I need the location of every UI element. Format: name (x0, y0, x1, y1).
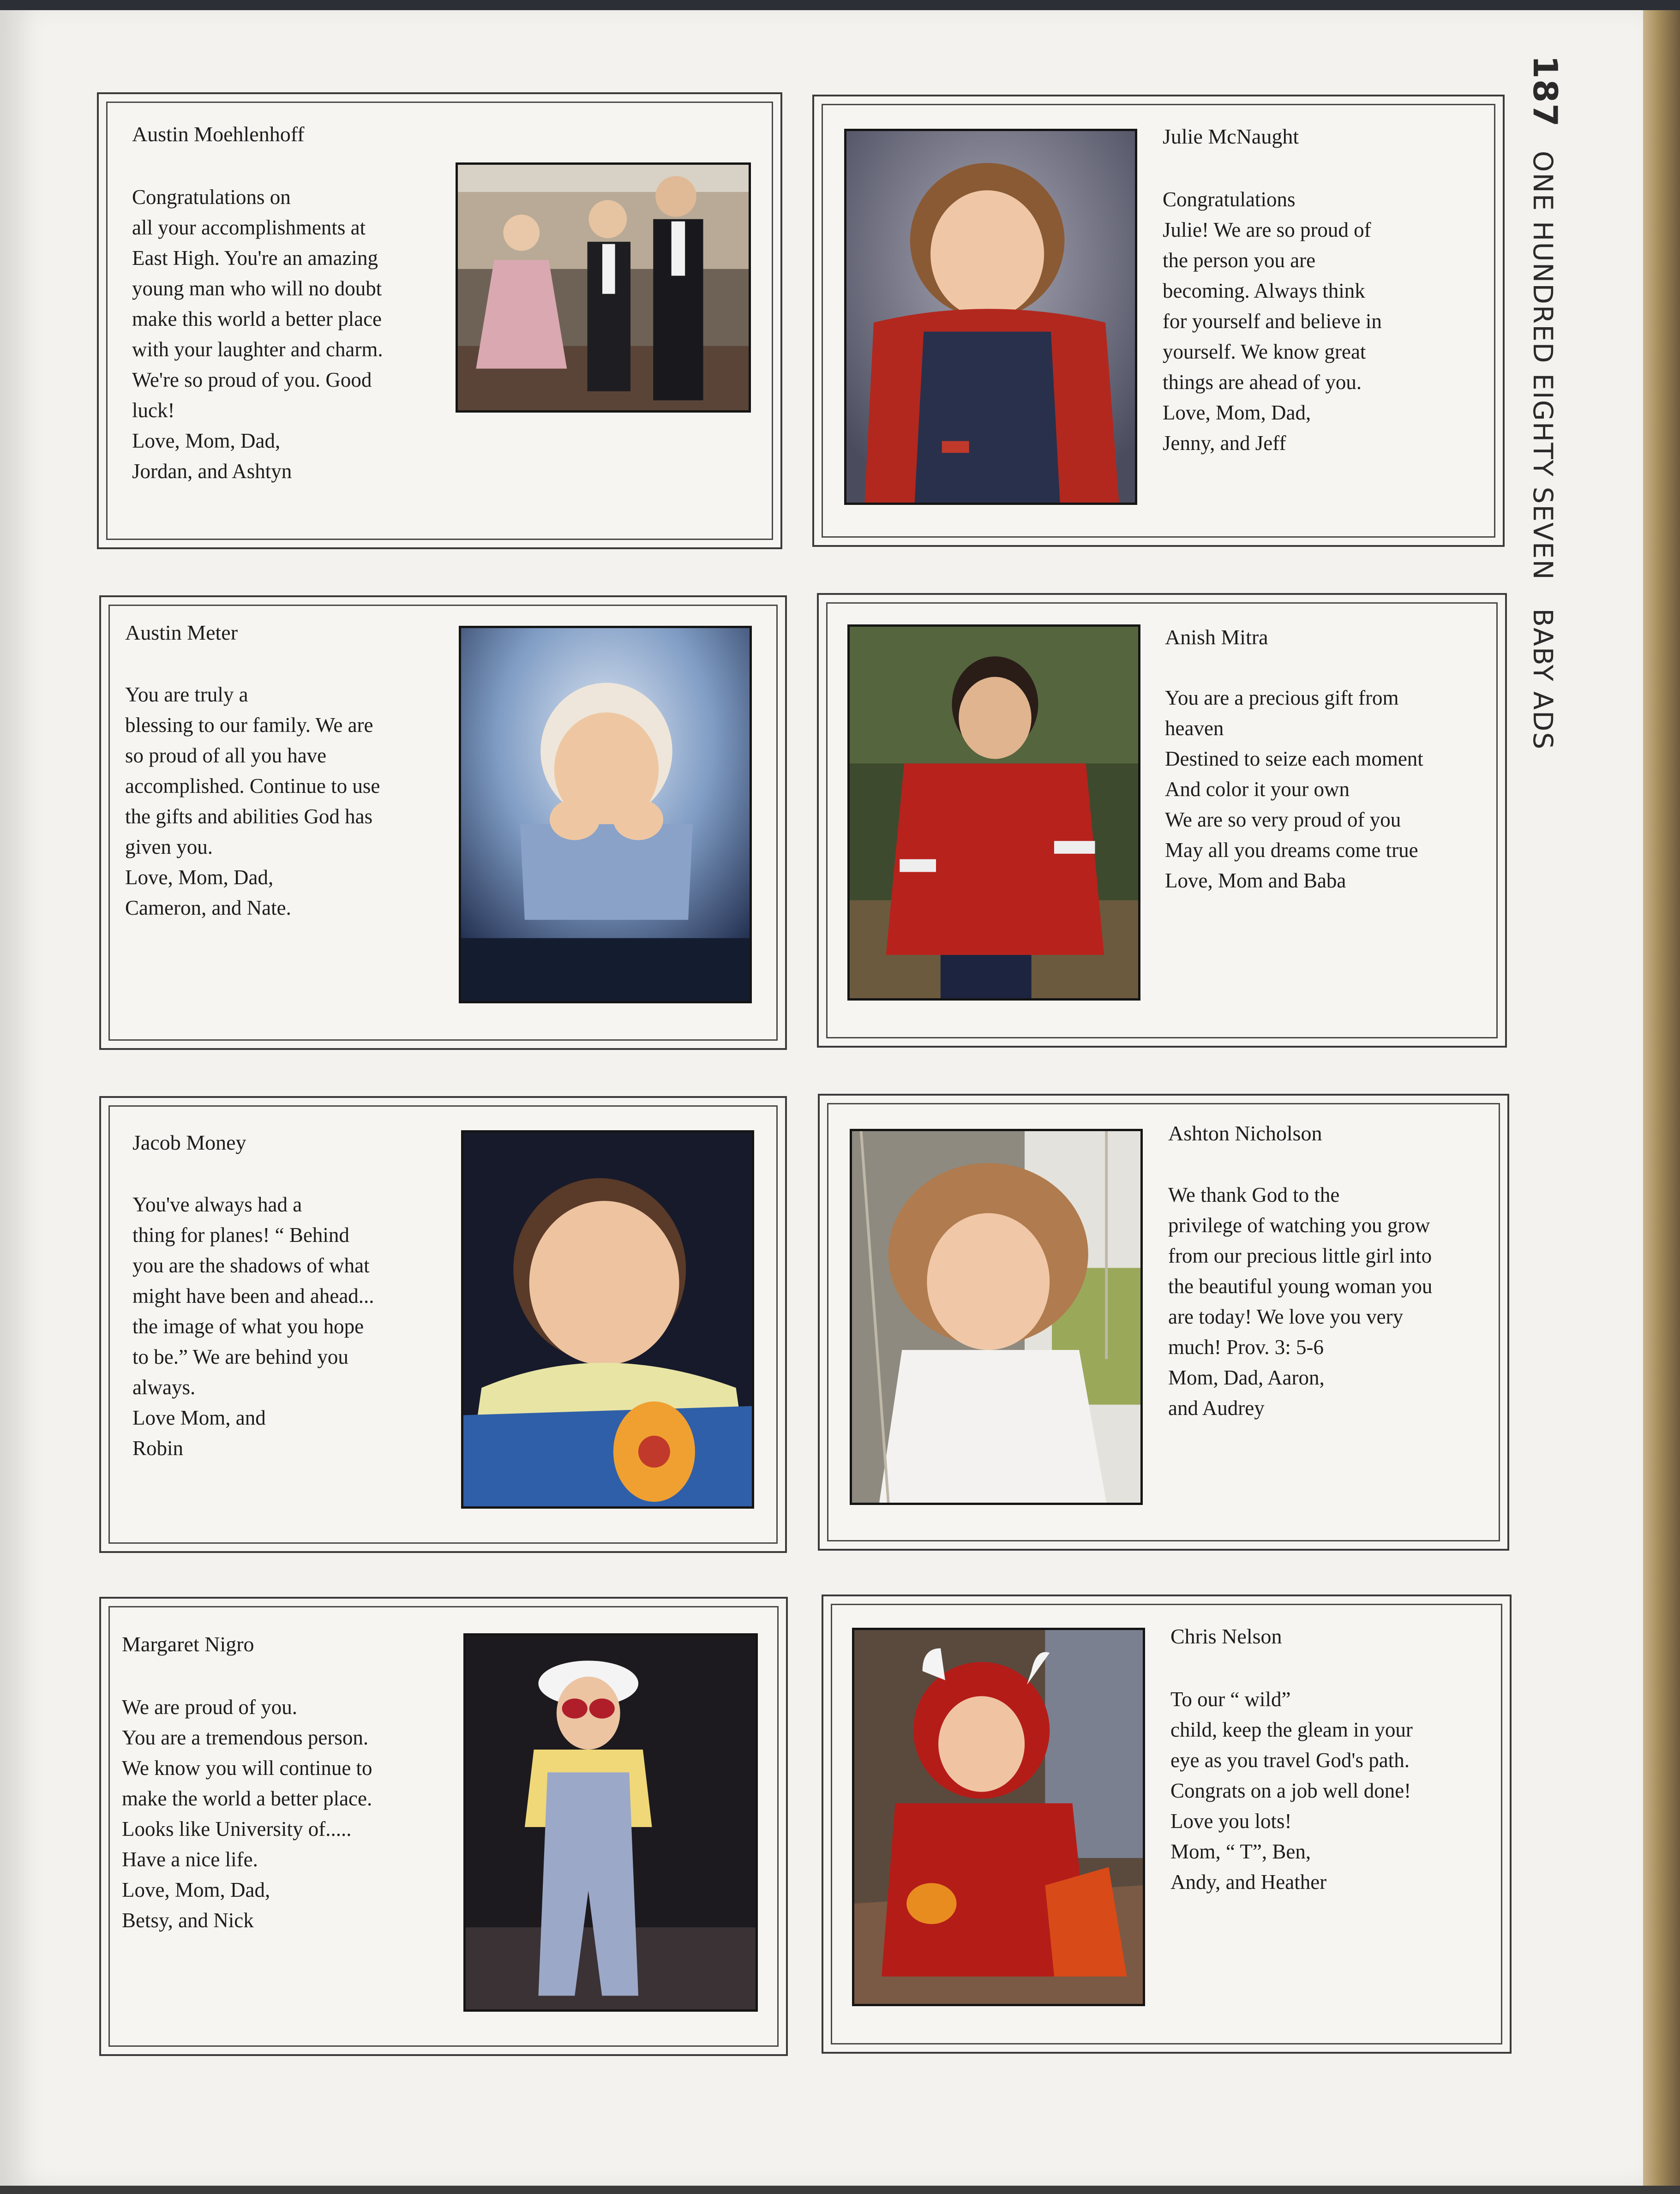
ad-message: You are a precious gift from heaven Destined to seize each moment And color it your own We are so very proud of you May all you dreams come true Love, Mom and Baba (1165, 686, 1423, 892)
ad-photo (459, 626, 752, 1003)
baby-ad-anish-mitra (817, 593, 1507, 1048)
ad-message: Congratulations on all your accomplishments at East High. You're an amazing young man who will no doubt make this world a better place with your laughter and charm. We're so proud of you. Good luck! Love, Mom, Dad, Jordan, and Ashtyn (132, 186, 383, 483)
ad-name: Jacob Money (132, 1131, 246, 1154)
book-gutter (1643, 0, 1680, 2194)
ad-photo (847, 624, 1140, 1001)
baby-ad-julie-mcnaught (812, 95, 1505, 547)
ad-name: Anish Mitra (1165, 625, 1268, 649)
ad-name: Margaret Nigro (122, 1632, 254, 1656)
baby-ad-chris-nelson (822, 1595, 1512, 2054)
ad-name: Julie McNaught (1163, 125, 1299, 148)
ad-photo-image (850, 627, 1138, 998)
ad-photo-image (852, 1131, 1140, 1503)
ad-photo-image (463, 1133, 752, 1506)
baby-ad-margaret-nigro (99, 1597, 788, 2056)
ad-name: Ashton Nicholson (1168, 1121, 1322, 1145)
ad-message: You are truly a blessing to our family. We are so proud of all you have accomplished. Continue to use the gifts and abilities God has given you. Love, Mom, Dad, Cameron, and Nate. (125, 683, 380, 919)
scan-bottom-edge (0, 2186, 1680, 2194)
ad-photo (850, 1129, 1143, 1505)
ad-photo-image (854, 1630, 1143, 2004)
ad-message: We thank God to the privilege of watching you grow from our precious little girl into the beautiful young woman you are today! We love you very much! Prov. 3: 5-6 Mom, Dad, Aaron, and Audrey (1168, 1183, 1433, 1420)
page-number-words: ONE HUNDRED EIGHTY SEVEN (1527, 150, 1559, 581)
ad-photo-image (846, 131, 1135, 503)
ad-name: Austin Moehlenhoff (132, 122, 305, 146)
baby-ad-austin-meter (99, 595, 787, 1050)
baby-ad-ashton-nicholson (818, 1094, 1509, 1551)
baby-ad-austin-moehlenhoff (97, 92, 782, 549)
scan-top-edge (0, 0, 1680, 10)
baby-ad-jacob-money (99, 1096, 787, 1553)
ad-photo (463, 1633, 758, 2012)
ad-name: Chris Nelson (1170, 1625, 1282, 1648)
section-title: BABY ADS (1527, 608, 1559, 750)
ad-photo (852, 1628, 1145, 2006)
ad-message: Congratulations Julie! We are so proud of the person you are becoming. Always think for yourself and believe in yourself. We know great things are ahead of you. Love, Mom, Dad, Jenny, and Jeff (1163, 188, 1382, 455)
ad-message: You've always had a thing for planes! “ Behind you are the shadows of what might have been and ahead... the image of what you hope to be.” We are behind you always. Love Mom, and Robin (132, 1193, 374, 1460)
side-header (1526, 55, 1565, 750)
page-number: 187 (1526, 55, 1565, 128)
ad-photo-image (458, 165, 749, 410)
ad-photo-image (466, 1636, 756, 2009)
ad-message: We are proud of you. You are a tremendous person. We know you will continue to make the world a better place. Looks like University of..... Have a nice life. Love, Mom, Dad, Betsy, and Nick (122, 1696, 372, 1932)
ad-message: To our “ wild” child, keep the gleam in your eye as you travel God's path. Congrats on a job well done! Love you lots! Mom, “ T”, Ben, Andy, and Heather (1170, 1688, 1413, 1894)
ad-photo-image (461, 628, 750, 1001)
ad-photo (461, 1130, 754, 1509)
ad-photo (456, 162, 751, 413)
ad-name: Austin Meter (125, 621, 238, 644)
ad-photo (844, 129, 1137, 505)
